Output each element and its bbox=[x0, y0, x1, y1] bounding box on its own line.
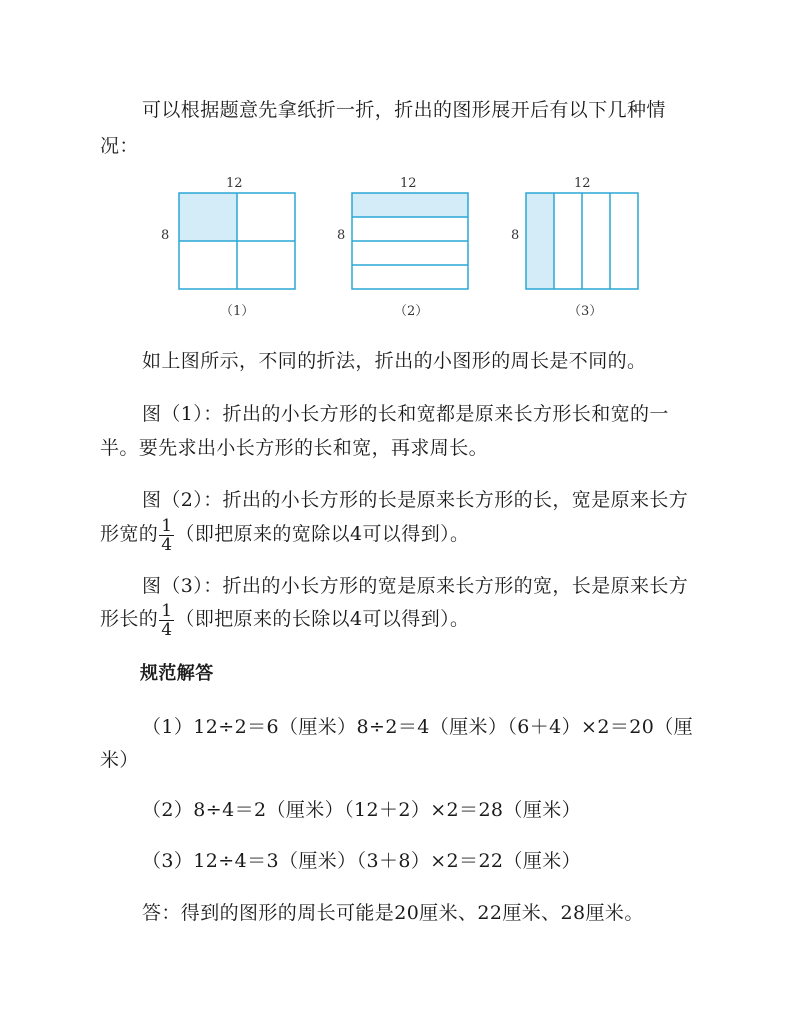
figure-1-shaded-cell bbox=[179, 193, 237, 241]
fraction-denominator: 4 bbox=[161, 619, 173, 640]
figure-3-width-label: 12 bbox=[574, 176, 591, 191]
paragraph-3-prefix: 形宽的 bbox=[100, 523, 159, 545]
figure-2-width-label: 12 bbox=[400, 176, 417, 191]
intro-line-2: 况： bbox=[100, 135, 139, 157]
solution-1-line-1: （1）12÷2＝6（厘米）8÷2＝4（厘米）（6＋4）×2＝20（厘 bbox=[142, 716, 694, 738]
paragraph-1: 如上图所示，不同的折法，折出的小图形的周长是不同的。 bbox=[142, 350, 647, 372]
figure-3-height-label: 8 bbox=[511, 228, 520, 243]
paragraph-4-line-1: 图（3）：折出的小长方形的宽是原来长方形的宽，长是原来长方 bbox=[142, 575, 689, 597]
figure-2-shaded-strip bbox=[352, 193, 468, 217]
figure-3-diagram bbox=[525, 192, 645, 292]
fraction-numerator: 1 bbox=[161, 515, 173, 536]
solution-1-line-2: 米） bbox=[100, 749, 139, 771]
figure-3-shaded-strip bbox=[526, 193, 554, 289]
figure-3-caption: （3） bbox=[568, 304, 603, 319]
solution-heading: 规范解答 bbox=[140, 663, 214, 684]
fraction-one-quarter bbox=[159, 602, 174, 639]
paragraph-3-line-1: 图（2）：折出的小长方形的长是原来长方形的长，宽是原来长方 bbox=[142, 489, 689, 511]
paragraph-2-line-2: 半。要先求出小长方形的长和宽，再求周长。 bbox=[100, 437, 489, 459]
solution-3: （3）12÷4＝3（厘米）（3＋8）×2＝22（厘米） bbox=[142, 850, 582, 872]
paragraph-4-suffix: （即把原来的长除以4可以得到）。 bbox=[175, 608, 470, 630]
fraction-numerator: 1 bbox=[161, 600, 173, 621]
figure-2-diagram bbox=[351, 192, 471, 292]
figure-1-caption: （1） bbox=[220, 304, 255, 319]
intro-line-1: 可以根据题意先拿纸折一折，折出的图形展开后有以下几种情 bbox=[142, 99, 666, 121]
paragraph-3-suffix: （即把原来的宽除以4可以得到）。 bbox=[175, 523, 470, 545]
figure-2-height-label: 8 bbox=[337, 228, 346, 243]
paragraph-4-line-2 bbox=[100, 599, 469, 639]
paragraph-3-line-2 bbox=[100, 514, 469, 554]
figure-1-width-label: 12 bbox=[226, 176, 243, 191]
figure-2-caption: （2） bbox=[394, 304, 429, 319]
paragraph-4-prefix: 形长的 bbox=[100, 608, 159, 630]
paragraph-2-line-1: 图（1）：折出的小长方形的长和宽都是原来长方形长和宽的一 bbox=[142, 403, 669, 425]
figure-1-height-label: 8 bbox=[161, 228, 170, 243]
answer-line: 答：得到的图形的周长可能是20厘米、22厘米、28厘米。 bbox=[142, 902, 644, 924]
fraction-denominator: 4 bbox=[161, 534, 173, 555]
fraction-one-quarter bbox=[159, 517, 174, 554]
figure-1-diagram bbox=[178, 192, 298, 292]
solution-2: （2）8÷4＝2（厘米）（12＋2）×2＝28（厘米） bbox=[142, 799, 582, 821]
